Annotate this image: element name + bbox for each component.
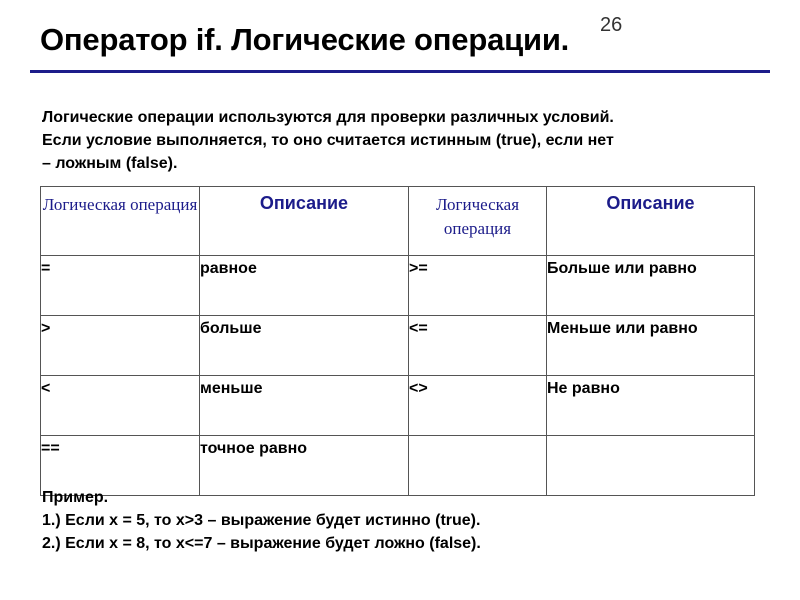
example-line: 1.) Если x = 5, то x>3 – выражение будет истинно (true). — [42, 512, 481, 529]
example-heading: Пример. — [42, 489, 109, 506]
table-row — [41, 376, 755, 436]
description-cell: Больше или равно — [547, 256, 755, 316]
description-cell: меньше — [200, 376, 409, 436]
operations-table — [40, 186, 755, 496]
operation-cell: <> — [409, 376, 547, 436]
operation-cell: < — [41, 376, 200, 436]
table-row — [41, 316, 755, 376]
operation-cell: == — [41, 436, 200, 496]
intro-line: – ложным (false). — [42, 155, 178, 172]
operation-cell: <= — [409, 316, 547, 376]
table-row — [41, 256, 755, 316]
header-operation: Логическая операция — [41, 187, 200, 256]
description-cell: равное — [200, 256, 409, 316]
operation-cell: >= — [409, 256, 547, 316]
table-header-row — [41, 187, 755, 256]
description-cell: Не равно — [547, 376, 755, 436]
intro-paragraph — [42, 106, 772, 175]
title-divider — [30, 70, 770, 73]
header-operation: Логическая операция — [409, 187, 547, 256]
intro-line: Логические операции используются для проверки различных условий. — [42, 109, 614, 126]
description-cell: Меньше или равно — [547, 316, 755, 376]
intro-line: Если условие выполняется, то оно считается истинным (true), если нет — [42, 132, 614, 149]
example-line: 2.) Если x = 8, то x<=7 – выражение будет ложно (false). — [42, 535, 481, 552]
header-description: Описание — [547, 187, 755, 256]
description-cell: точное равно — [200, 436, 409, 496]
description-cell — [547, 436, 755, 496]
operation-cell: > — [41, 316, 200, 376]
operation-cell: = — [41, 256, 200, 316]
description-cell: больше — [200, 316, 409, 376]
page-number: 26 — [600, 14, 623, 36]
example-block — [42, 486, 481, 555]
slide-title: Оператор if. Логические операции. — [40, 22, 570, 57]
header-description: Описание — [200, 187, 409, 256]
